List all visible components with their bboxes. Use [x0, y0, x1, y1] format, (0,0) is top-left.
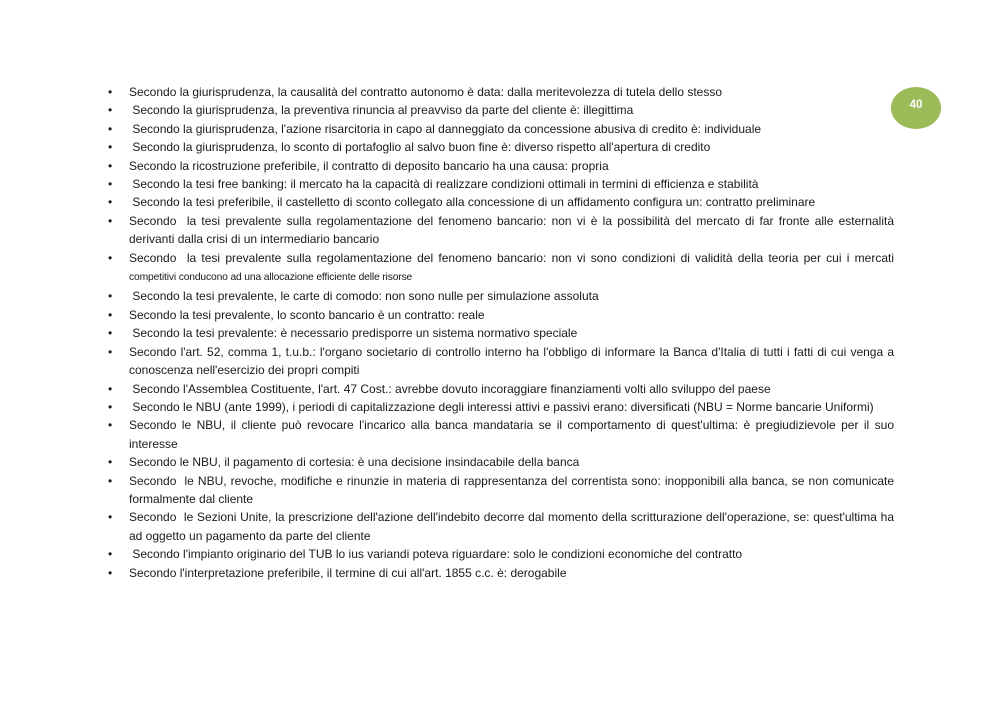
- list-item-text: Secondo la giurisprudenza, la preventiva rinuncia al preavviso da parte del cliente è: illegittima: [129, 103, 634, 118]
- bullet-icon: •: [108, 510, 113, 525]
- list-item-text: Secondo la giurisprudenza, lo sconto di portafoglio al salvo buon fine è: diverso rispetto all'apertura di credito: [129, 140, 711, 155]
- list-item: [108, 101, 894, 119]
- list-item-text: Secondo l'impianto originario del TUB lo ius variandi poteva riguardare: solo le condizioni economiche del contratto: [129, 547, 743, 562]
- list-item-text: Secondo l'art. 52, comma 1, t.u.b.: l'organo societario di controllo interno ha l'obbligo di informare la Banca d'Italia di tutti i fatti di cui venga a conoscenza nell'esercizio dei propri compiti: [129, 344, 898, 378]
- list-item-text: Secondo le NBU, il cliente può revocare l'incarico alla banca mandataria se il comportamento di quest'ultima: è pregiudizievole per il suo interesse: [129, 418, 898, 451]
- bullet-icon: •: [108, 399, 113, 414]
- bullet-icon: •: [108, 121, 113, 136]
- list-item: [108, 380, 894, 398]
- bullet-icon: •: [108, 344, 113, 359]
- list-item-text: Secondo la tesi free banking: il mercato ha la capacità di realizzare condizioni ottimali in termini di efficienza e stabilità: [129, 177, 759, 192]
- bullet-icon: •: [108, 158, 113, 173]
- list-item: [108, 287, 894, 305]
- list-item: [108, 508, 898, 545]
- list-item-text: Secondo la tesi prevalente, lo sconto bancario è un contratto: reale: [129, 307, 485, 322]
- list-item-text: Secondo le NBU, revoche, modifiche e rinunzie in materia di rappresentanza del correntista sono: inopponibili alla banca, se non comunicate formalmente dal cliente: [129, 473, 898, 506]
- list-item-text: Secondo la tesi prevalente: è necessario predisporre un sistema normativo speciale: [129, 326, 578, 341]
- bullet-icon: •: [108, 307, 113, 322]
- list-item-text: Secondo la tesi prevalente, le carte di comodo: non sono nulle per simulazione assoluta: [129, 289, 599, 304]
- bullet-icon: •: [108, 381, 113, 396]
- list-item: [108, 545, 894, 563]
- list-item-text: Secondo l'Assemblea Costituente, l'art. 47 Cost.: avrebbe dovuto incoraggiare finanziamenti volti allo sviluppo del paese: [129, 381, 771, 396]
- list-item: [108, 138, 894, 156]
- list-item-text: Secondo la ricostruzione preferibile, il contratto di deposito bancario ha una causa: propria: [129, 158, 609, 173]
- list-item: [108, 83, 894, 101]
- list-item: [108, 157, 894, 175]
- list-item: [108, 249, 894, 288]
- bullet-icon: •: [108, 140, 113, 155]
- list-item-text: Secondo la giurisprudenza, l'azione risarcitoria in capo al danneggiato da concessione abusiva di credito è: individuale: [129, 121, 762, 136]
- bullet-icon: •: [108, 455, 113, 470]
- bullet-icon: •: [108, 418, 113, 433]
- list-item-text: Secondo le NBU, il pagamento di cortesia: è una decisione insindacabile della banca: [129, 455, 580, 470]
- list-item: [108, 175, 894, 193]
- bullet-icon: •: [108, 565, 113, 580]
- bullet-icon: •: [108, 85, 113, 99]
- list-item-text: Secondo le NBU (ante 1999), i periodi di capitalizzazione degli interessi attivi e passivi erano: diversificati (NBU = Norme bancarie Uniformi): [129, 399, 874, 414]
- list-item: [108, 324, 894, 342]
- list-item: [108, 193, 894, 211]
- list-item: [108, 120, 894, 138]
- list-item-small-text: competitivi conducono ad una allocazione efficiente delle risorse: [129, 272, 413, 284]
- list-item: [108, 453, 894, 471]
- list-item: [108, 472, 898, 509]
- list-item-text: Secondo la tesi preferibile, il castelletto di sconto collegato alla concessione di un affidamento configura un: contratto preliminare: [129, 195, 816, 210]
- list-item: [108, 343, 898, 380]
- list-item-text: Secondo la tesi prevalente sulla regolamentazione del fenomeno bancario: non vi è la possibilità del mercato di far fronte alle esternalità derivanti dalla crisi di un intermediario bancario: [129, 213, 898, 247]
- list-item: [108, 212, 898, 249]
- list-item-text: Secondo la tesi prevalente sulla regolamentazione del fenomeno bancario: non vi sono condizioni di validità della teoria per cui i mercati: [129, 250, 894, 265]
- page-number-badge: [891, 87, 941, 129]
- bullet-icon: •: [108, 195, 113, 210]
- bullet-icon: •: [108, 213, 113, 228]
- bullet-icon: •: [108, 473, 113, 488]
- page-number: 40: [909, 99, 923, 111]
- bullet-icon: •: [108, 250, 113, 265]
- list-item: [108, 306, 894, 324]
- bullet-icon: •: [108, 326, 113, 341]
- bullet-icon: •: [108, 289, 113, 304]
- list-item-text: Secondo l'interpretazione preferibile, il termine di cui all'art. 1855 c.c. è: derogabile: [129, 565, 567, 580]
- list-item: [108, 416, 898, 453]
- bullet-icon: •: [108, 547, 113, 562]
- list-item-text: Secondo la giurisprudenza, la causalità del contratto autonomo è data: dalla meritevolezza di tutela dello stesso: [129, 85, 723, 99]
- bullet-icon: •: [108, 177, 113, 192]
- list-item: [108, 564, 894, 582]
- bullet-list: [108, 83, 898, 582]
- bullet-icon: •: [108, 103, 113, 118]
- list-item: [108, 398, 894, 416]
- list-item-text: Secondo le Sezioni Unite, la prescrizione dell'azione dell'indebito decorre dal momento della scritturazione dell'operazione, se: quest'ultima ha ad oggetto un pagamento da parte del cliente: [129, 510, 898, 543]
